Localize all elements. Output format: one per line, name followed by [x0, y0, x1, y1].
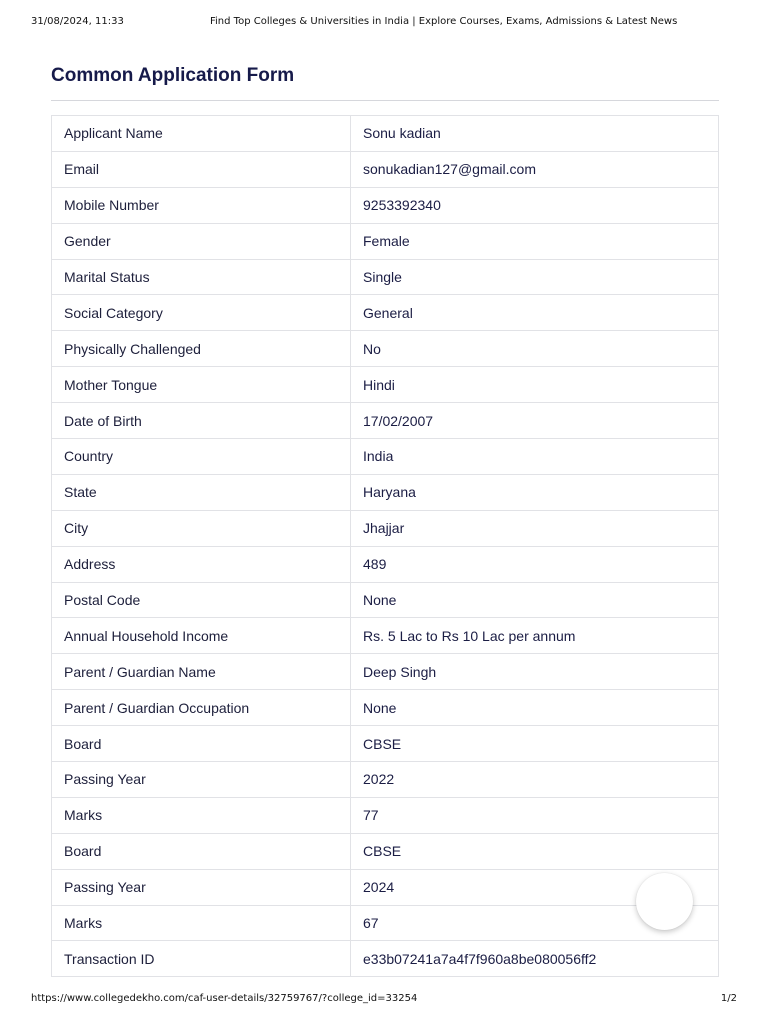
field-label: Transaction ID	[52, 941, 351, 977]
field-label: Applicant Name	[52, 116, 351, 152]
field-label: Parent / Guardian Name	[52, 654, 351, 690]
print-page-number: 1/2	[720, 993, 737, 1004]
field-label: Mother Tongue	[52, 367, 351, 403]
table-row	[52, 618, 719, 654]
field-value: sonukadian127@gmail.com	[351, 151, 719, 187]
table-row	[52, 654, 719, 690]
print-page-url: https://www.collegedekho.com/caf-user-details/32759767/?college_id=33254	[31, 993, 418, 1004]
field-label: Social Category	[52, 295, 351, 331]
table-row	[52, 367, 719, 403]
field-value: Female	[351, 223, 719, 259]
field-label: Board	[52, 726, 351, 762]
field-label: Email	[52, 151, 351, 187]
field-label: Country	[52, 439, 351, 475]
table-row	[52, 690, 719, 726]
field-value: None	[351, 690, 719, 726]
field-label: Mobile Number	[52, 187, 351, 223]
field-value: No	[351, 331, 719, 367]
table-row	[52, 833, 719, 869]
table-row	[52, 116, 719, 152]
applicant-details-table	[51, 115, 719, 977]
table-row	[52, 510, 719, 546]
field-value: Haryana	[351, 474, 719, 510]
field-value: CBSE	[351, 726, 719, 762]
table-row	[52, 546, 719, 582]
field-value: e33b07241a7a4f7f960a8be080056ff2	[351, 941, 719, 977]
field-label: City	[52, 510, 351, 546]
field-value: Rs. 5 Lac to Rs 10 Lac per annum	[351, 618, 719, 654]
field-label: Passing Year	[52, 762, 351, 798]
table-row	[52, 762, 719, 798]
field-label: Marks	[52, 905, 351, 941]
table-row	[52, 403, 719, 439]
field-value: 2024	[351, 869, 719, 905]
table-row	[52, 726, 719, 762]
field-value: Jhajjar	[351, 510, 719, 546]
field-value: Sonu kadian	[351, 116, 719, 152]
field-label: Physically Challenged	[52, 331, 351, 367]
table-row	[52, 582, 719, 618]
field-label: Annual Household Income	[52, 618, 351, 654]
field-value: 9253392340	[351, 187, 719, 223]
print-page-title: Find Top Colleges & Universities in India | Explore Courses, Exams, Admissions & Latest News	[210, 16, 678, 27]
table-row	[52, 331, 719, 367]
field-label: Postal Code	[52, 582, 351, 618]
table-row	[52, 439, 719, 475]
table-row	[52, 223, 719, 259]
table-row	[52, 259, 719, 295]
table-row	[52, 187, 719, 223]
field-value: None	[351, 582, 719, 618]
table-row	[52, 797, 719, 833]
field-label: Board	[52, 833, 351, 869]
field-label: Marks	[52, 797, 351, 833]
field-value: 77	[351, 797, 719, 833]
field-value: 2022	[351, 762, 719, 798]
field-label: Gender	[52, 223, 351, 259]
field-label: Parent / Guardian Occupation	[52, 690, 351, 726]
field-label: Passing Year	[52, 869, 351, 905]
print-timestamp: 31/08/2024, 11:33	[31, 16, 124, 27]
field-label: State	[52, 474, 351, 510]
field-value: 67	[351, 905, 719, 941]
field-value: Single	[351, 259, 719, 295]
field-value: Deep Singh	[351, 654, 719, 690]
field-label: Address	[52, 546, 351, 582]
field-value: Hindi	[351, 367, 719, 403]
table-row	[52, 869, 719, 905]
table-row	[52, 905, 719, 941]
print-header	[31, 16, 692, 30]
field-label: Marital Status	[52, 259, 351, 295]
field-value: India	[351, 439, 719, 475]
print-footer	[31, 993, 737, 1007]
field-label: Date of Birth	[52, 403, 351, 439]
table-row	[52, 151, 719, 187]
page-title: Common Application Form	[51, 65, 295, 86]
field-value: General	[351, 295, 719, 331]
title-divider	[51, 100, 719, 101]
field-value: 489	[351, 546, 719, 582]
field-value: 17/02/2007	[351, 403, 719, 439]
floating-action-button[interactable]	[636, 873, 693, 930]
table-row	[52, 474, 719, 510]
table-row	[52, 295, 719, 331]
applicant-details-body	[52, 116, 719, 977]
field-value: CBSE	[351, 833, 719, 869]
table-row	[52, 941, 719, 977]
